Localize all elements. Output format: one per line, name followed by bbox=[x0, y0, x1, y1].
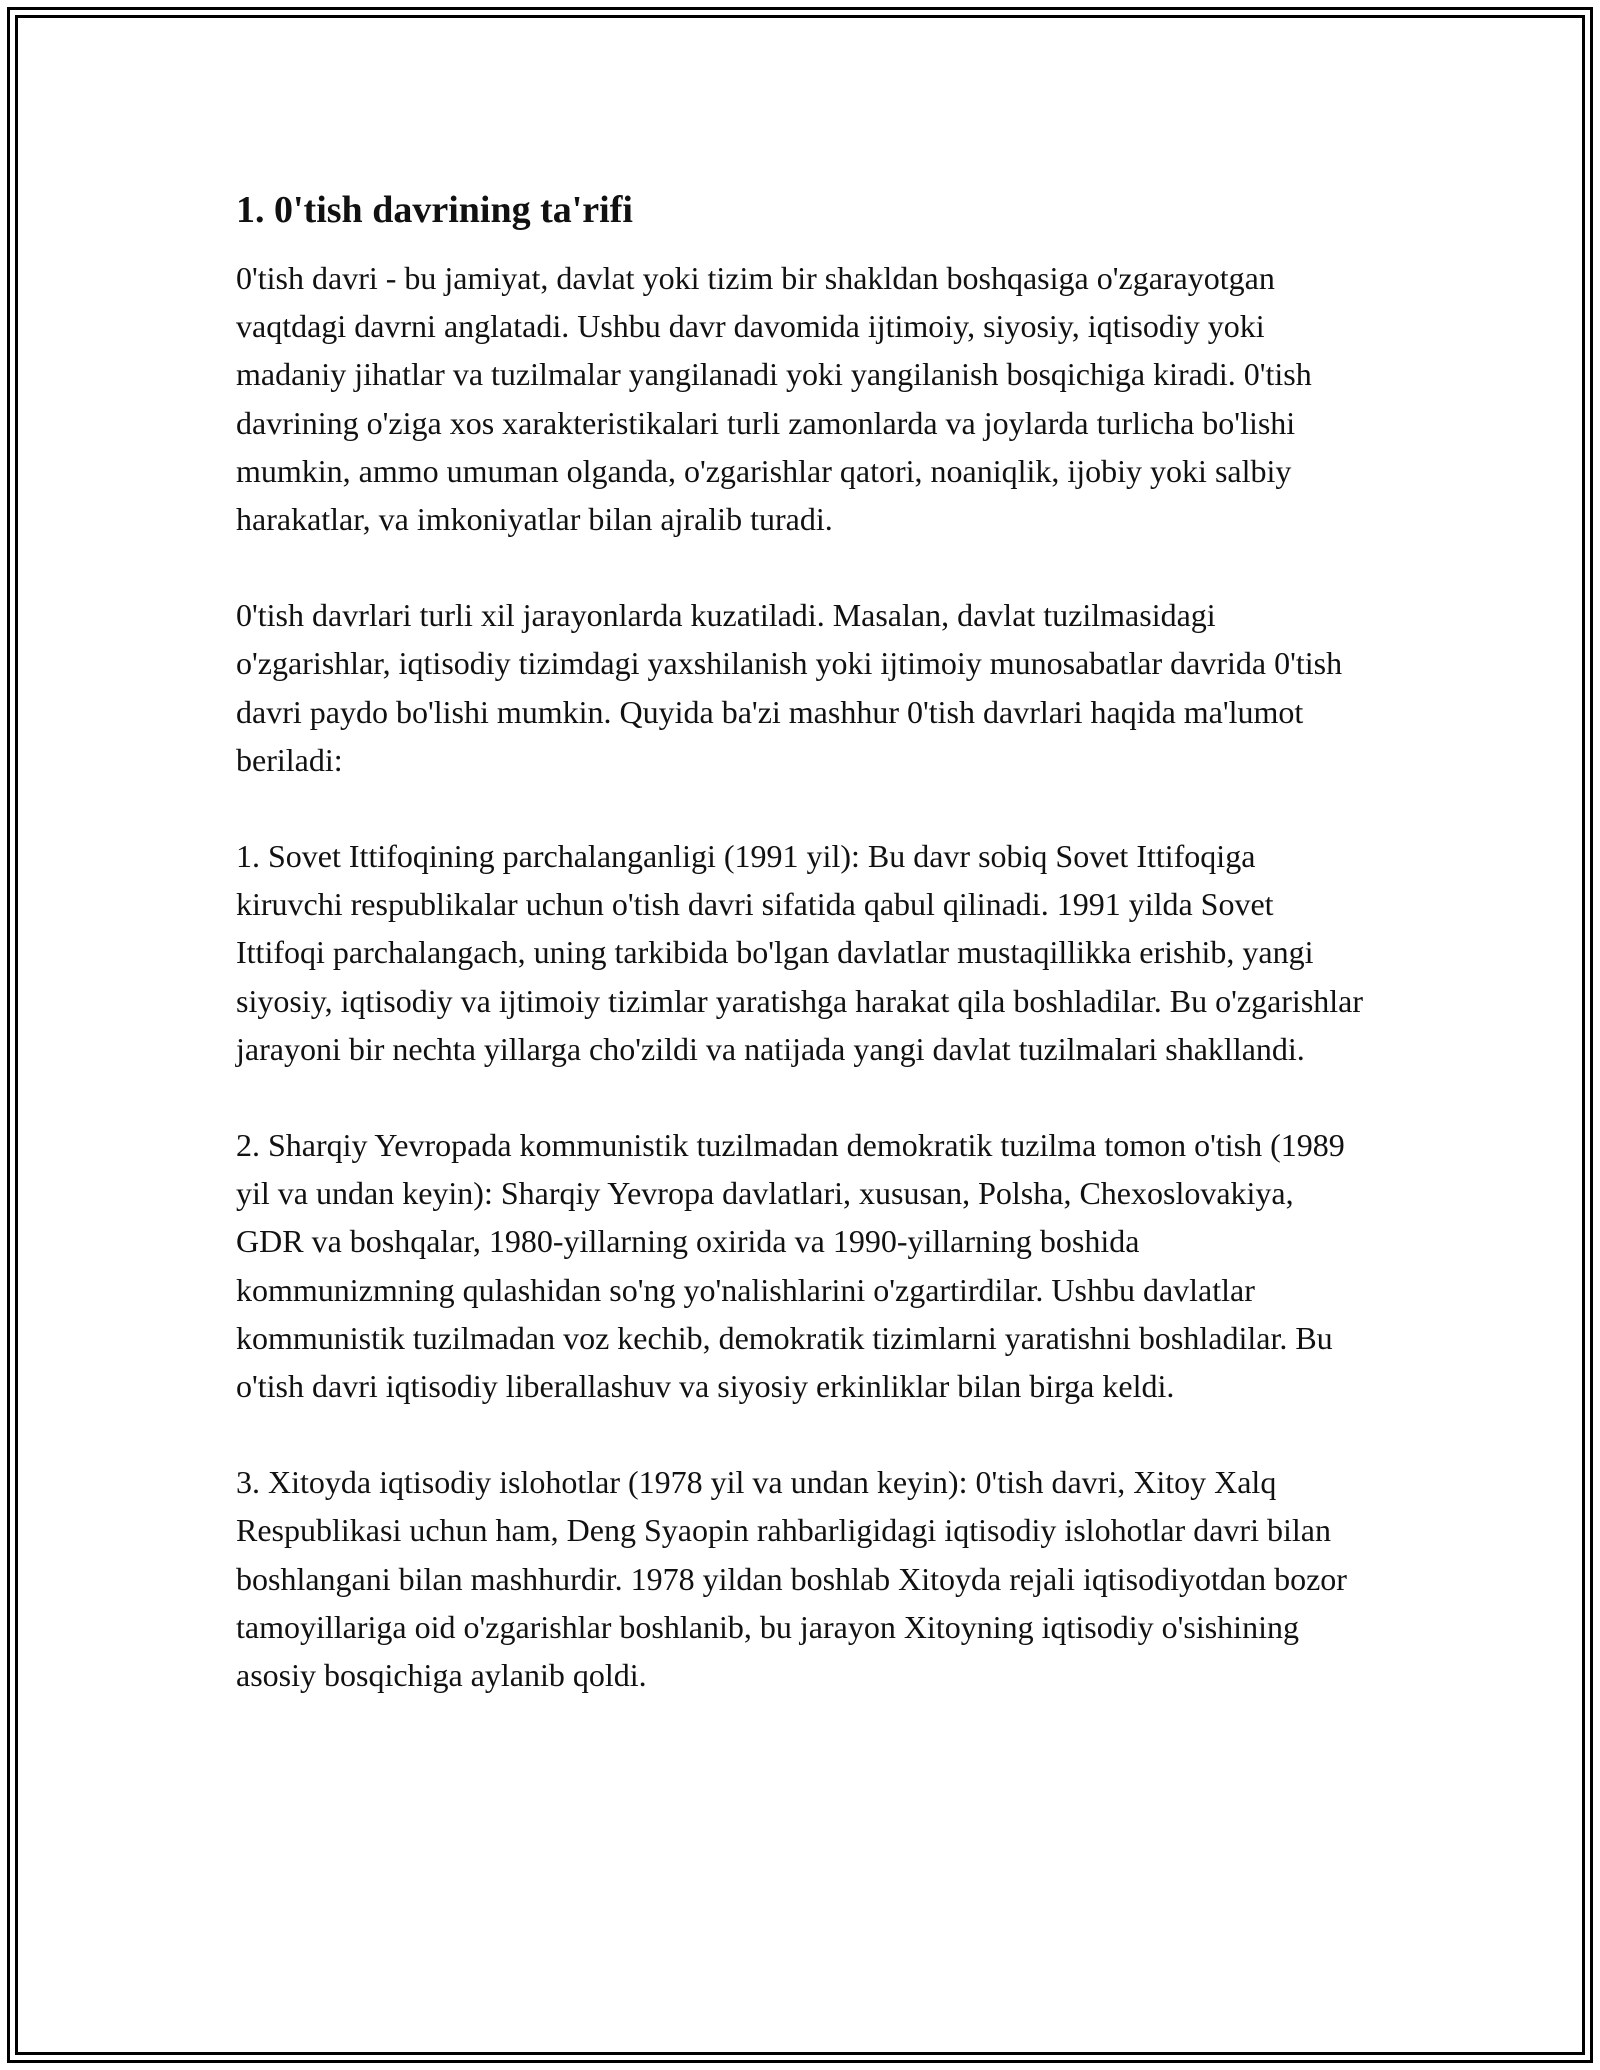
section-heading: 1. 0'tish davrining ta'rifi bbox=[236, 189, 633, 231]
paragraph-soviet-union: 1. Sovet Ittifoqining parchalanganligi (1991 yil): Bu davr sobiq Sovet Ittifoqiga kiruvchi respublikalar uchun o'tish davri sifatida qabul qilinadi. 1991 yilda Sovet Ittifoqi parchalangach, uning tarkibida bo'lgan davlatlar mustaqillikka erishib, yangi siyosiy, iqtisodiy va ijtimoiy tizimlar yaratishga harakat qila boshladilar. Bu o'zgarishlar jarayoni bir nechta yillarga cho'zildi va natijada yangi davlat tuzilmalari shakllandi. bbox=[236, 838, 1364, 1067]
document-body bbox=[236, 186, 1366, 1747]
paragraph-definition: 0'tish davri - bu jamiyat, davlat yoki tizim bir shakldan boshqasiga o'zgarayotgan vaqtdagi davrni anglatadi. Ushbu davr davomida ijtimoiy, siyosiy, iqtisodiy yoki madaniy jihatlar va tuzilmalar yangilanadi yoki yangilanish bosqichiga kiradi. 0'tish davrining o'ziga xos xarakteristikalari turli zamonlarda va joylarda turlicha bo'lishi mumkin, ammo umuman olganda, o'zgarishlar qatori, noaniqlik, ijobiy yoki salbiy harakatlar, va imkoniyatlar bilan ajralib turadi. bbox=[236, 260, 1312, 538]
paragraph-examples-intro: 0'tish davrlari turli xil jarayonlarda kuzatiladi. Masalan, davlat tuzilmasidagi o'zgarishlar, iqtisodiy tizimdagi yaxshilanish yoki ijtimoiy munosabatlar davrida 0'tish davri paydo bo'lishi mumkin. Quyida ba'zi mashhur 0'tish davrlari haqida ma'lumot beriladi: bbox=[236, 597, 1343, 778]
paragraph-eastern-europe: 2. Sharqiy Yevropada kommunistik tuzilmadan demokratik tuzilma tomon o'tish (1989 yil va undan keyin): Sharqiy Yevropa davlatlari, xususan, Polsha, Chexoslovakiya, GDR va boshqalar, 1980-yillarning oxirida va 1990-yillarning boshida kommunizmning qulashidan so'ng yo'nalishlarini o'zgartirdilar. Ushbu davlatlar kommunistik tuzilmadan voz kechib, demokratik tizimlarni yaratishni boshladilar. Bu o'tish davri iqtisodiy liberallashuv va siyosiy erkinliklar bilan birga keldi. bbox=[236, 1127, 1345, 1405]
paragraph-china-reforms: 3. Xitoyda iqtisodiy islohotlar (1978 yil va undan keyin): 0'tish davri, Xitoy Xalq Respublikasi uchun ham, Deng Syaopin rahbarligidagi iqtisodiy islohotlar davri bilan boshlangani bilan mashhurdir. 1978 yildan boshlab Xitoyda rejali iqtisodiyotdan bozor tamoyillariga oid o'zgarishlar boshlanib, bu jarayon Xitoyning iqtisodiy o'sishining asosiy bosqichiga aylanib qoldi. bbox=[236, 1464, 1347, 1694]
